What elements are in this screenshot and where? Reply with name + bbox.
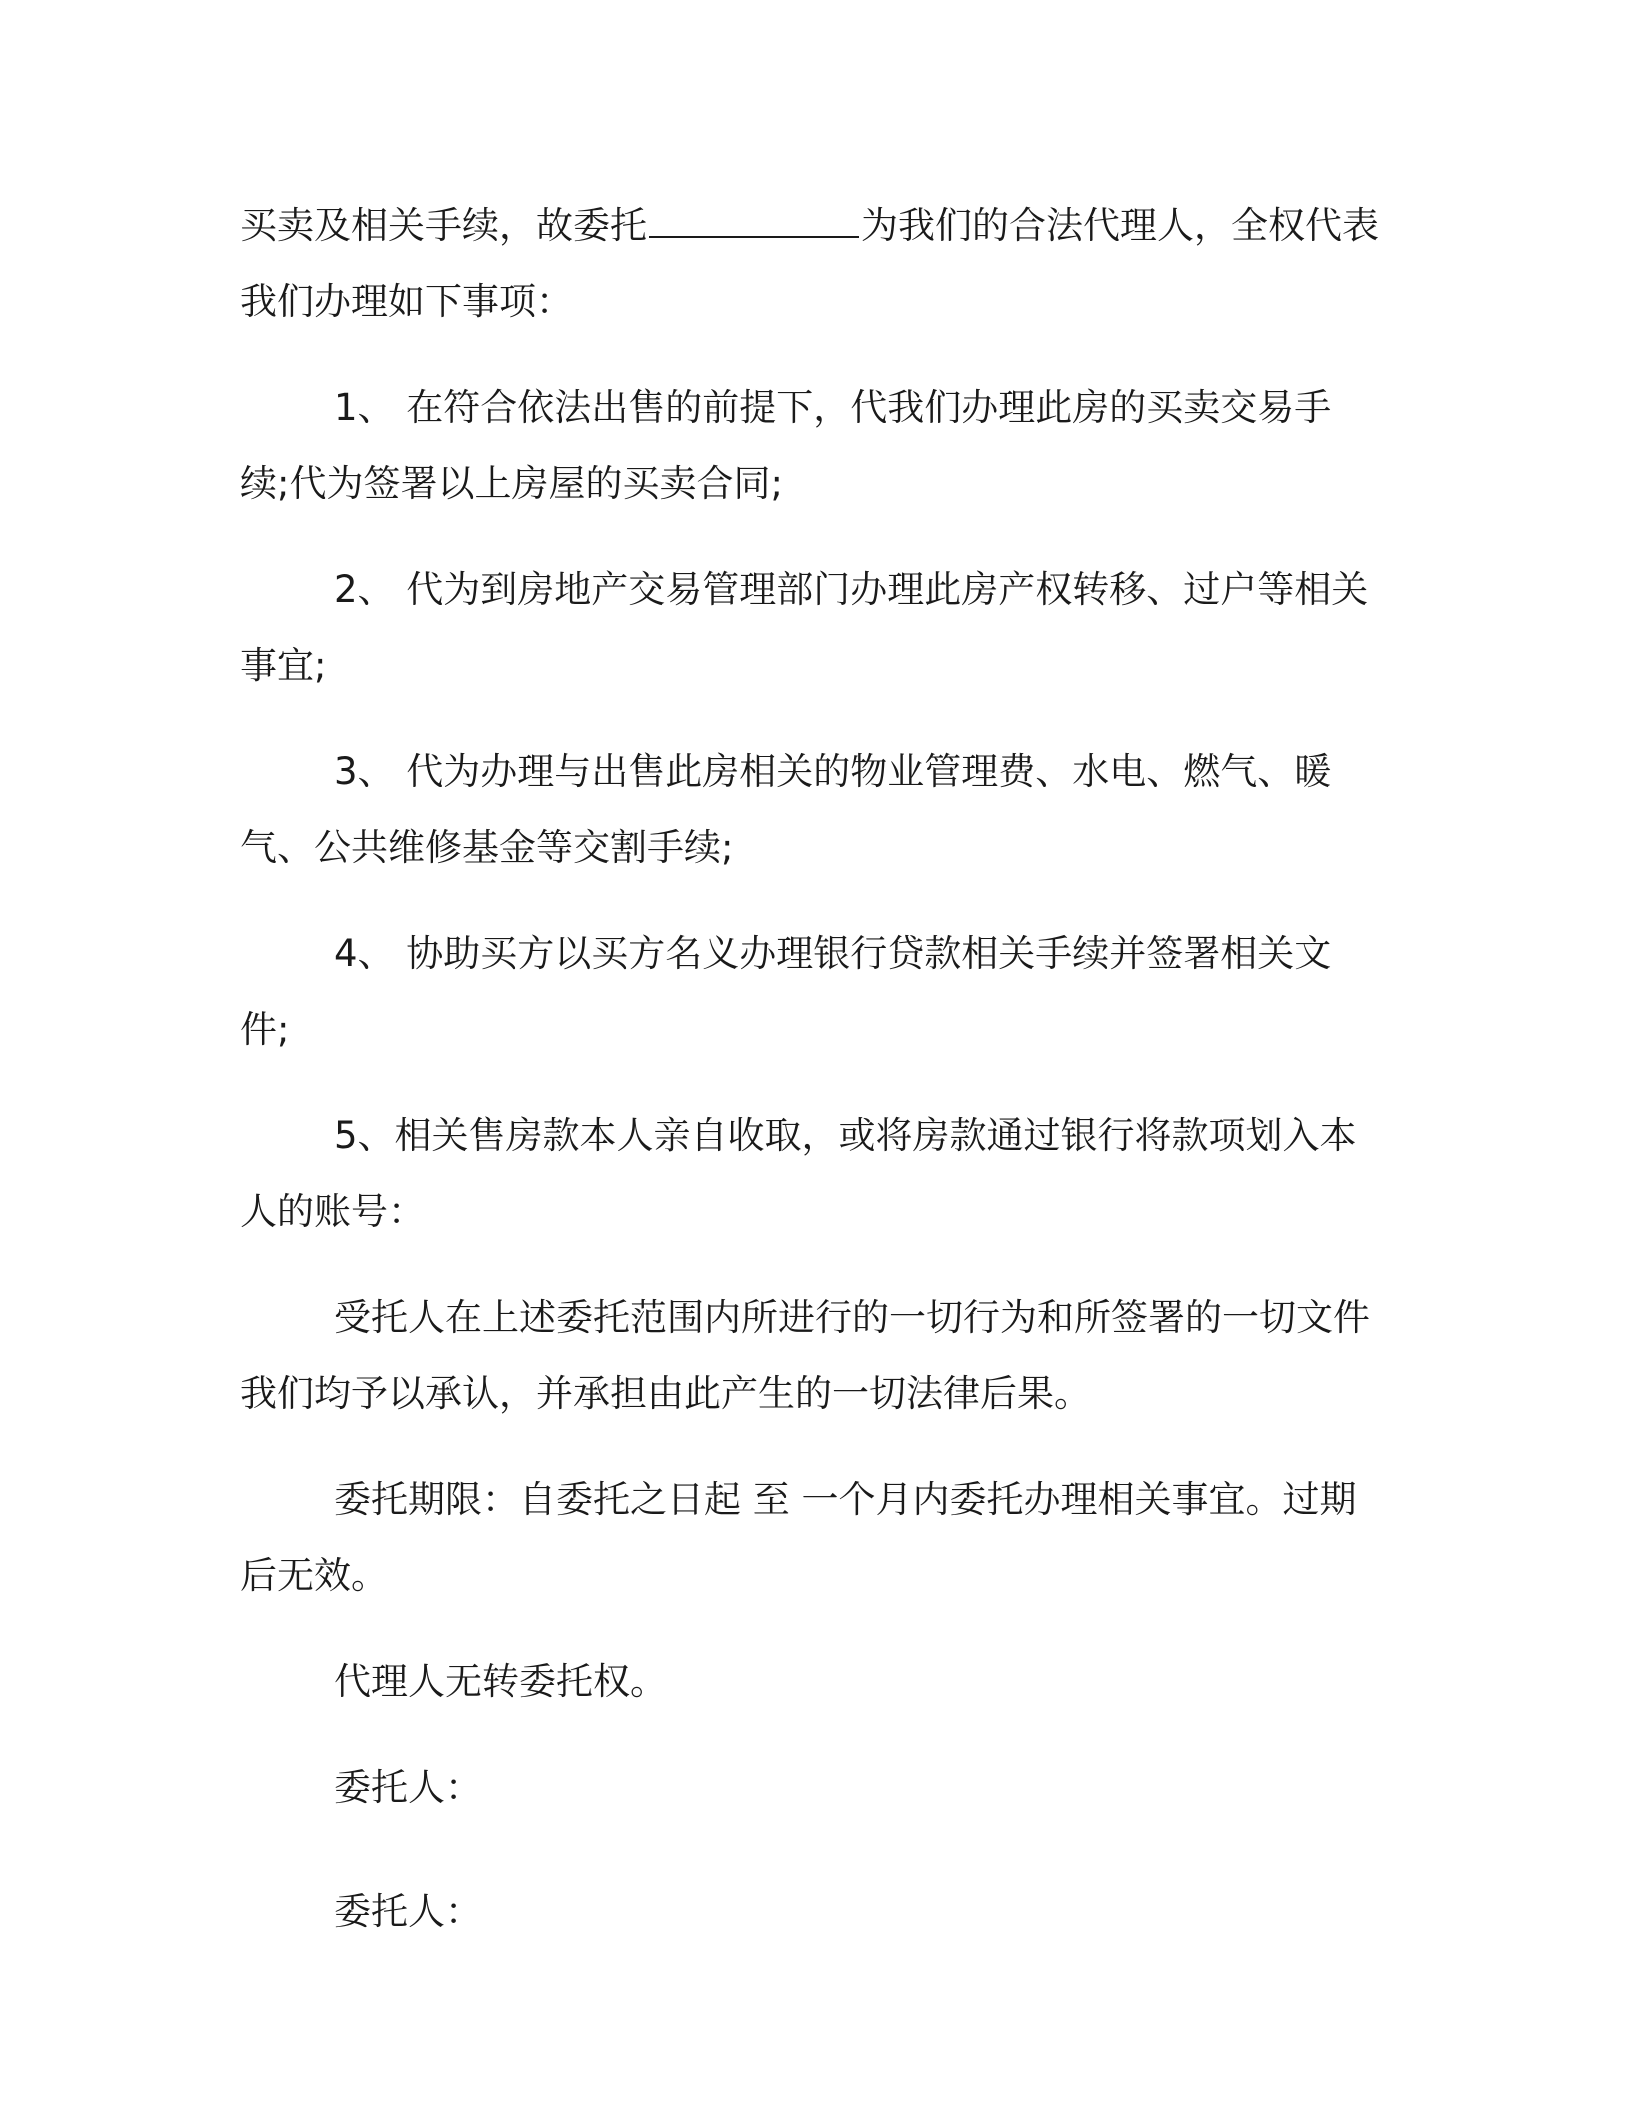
item-2: 2、 代为到房地产交易管理部门办理此房产权转移、过户等相关事宜; (240, 568, 1369, 687)
item-3: 3、 代为办理与出售此房相关的物业管理费、水电、燃气、暖气、公共维修基金等交割手续; (240, 750, 1332, 869)
principal-signature-1: 委托人： (334, 1766, 482, 1809)
agent-name-blank (649, 206, 859, 238)
no-transfer-paragraph: 代理人无转委托权。 (334, 1660, 667, 1703)
intro-text-before: 买卖及相关手续，故委托 (240, 204, 647, 247)
document-body (240, 188, 1380, 1998)
term-paragraph: 委托期限：自委托之日起 至 一个月内委托办理相关事宜。过期后无效。 (240, 1478, 1357, 1597)
item-1: 1、 在符合依法出售的前提下，代我们办理此房的买卖交易手续;代为签署以上房屋的买卖合同; (240, 386, 1332, 505)
intro-text-after: 为我们的合法代理人，全权代表我们办理如下事项： (240, 204, 1379, 323)
intro-paragraph (240, 188, 1380, 340)
principal-signature-2: 委托人： (334, 1890, 482, 1933)
item-5: 5、相关售房款本人亲自收取，或将房款通过银行将款项划入本人的账号： (240, 1114, 1357, 1233)
item-4: 4、 协助买方以买方名义办理银行贷款相关手续并签署相关文件; (240, 932, 1332, 1051)
acceptance-paragraph: 受托人在上述委托范围内所进行的一切行为和所签署的一切文件我们均予以承认，并承担由此产生的一切法律后果。 (240, 1296, 1370, 1415)
